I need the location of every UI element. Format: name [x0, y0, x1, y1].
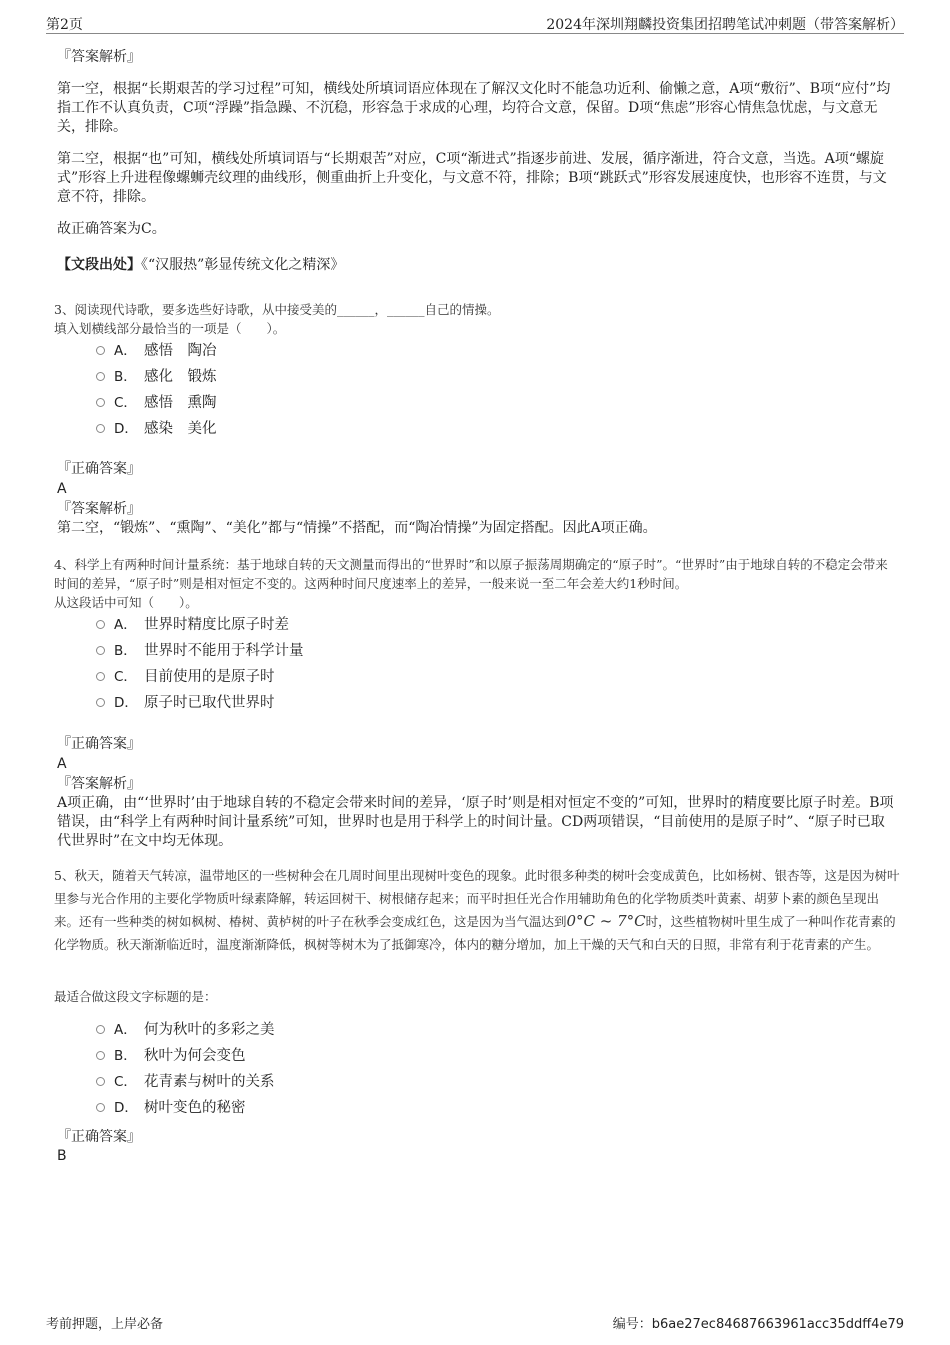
option-text: 花青素与树叶的关系	[144, 1074, 275, 1090]
q3-option-b[interactable]	[96, 367, 217, 387]
q4-instruction: 从这段话中可知（ ）。	[54, 595, 198, 610]
q4-answer: A	[57, 756, 67, 772]
q5-stem-part1: 5、秋天，随着天气转凉，温带地区的一些树种会在几周时间里出现树叶变色的现象。此时很多种类的树叶会变成黄色，比如杨树、银杏等，这是因为树叶里参与光合作用的主要化学物质叶绿素降解，转运回树干、树根储存起来；而平时担任光合作用辅助角色的化学物质类叶黄素、胡萝卜素的颜色呈现出来。还有一些种类的树如枫树、椿树、黄栌树的叶子在秋季会变成红色，这是因为当气温达到	[54, 868, 900, 929]
q3-stem: 3、阅读现代诗歌，要多选些好诗歌，从中接受美的______，______自己的情操。	[54, 302, 500, 317]
top-analysis-para1: 第一空，根据“长期艰苦的学习过程”可知，横线处所填词语应体现在了解汉文化时不能急功近利、偷懒之意，A项“敷衍”、B项“应付”均指工作不认真负责，C项“浮躁”指急躁、不沉稳，形容急于求成的心理，均符合文意，保留。D项“焦虑”形容心情焦急忧虑，与文意无关，排除。	[57, 81, 891, 135]
option-text: 感悟 熏陶	[144, 395, 217, 411]
page-number: 第2页	[46, 17, 83, 33]
q3-option-a[interactable]	[96, 341, 217, 361]
footer-code-label: 编号：	[612, 1317, 652, 1332]
source-text: 《“汉服热”彰显传统文化之精深》	[141, 257, 345, 273]
option-letter: A．	[114, 617, 137, 633]
footer-code	[613, 1313, 904, 1332]
q5-answer: B	[57, 1148, 67, 1164]
q3-answer-label: 『正确答案』	[57, 461, 141, 477]
option-text: 世界时不能用于科学计量	[144, 643, 304, 659]
radio-icon[interactable]	[96, 646, 105, 655]
footer-slogan: 考前押题，上岸必备	[46, 1317, 164, 1332]
radio-icon[interactable]	[96, 1025, 105, 1034]
option-letter: B．	[114, 643, 137, 659]
option-letter: C．	[114, 395, 137, 411]
radio-icon[interactable]	[96, 698, 105, 707]
option-text: 世界时精度比原子时差	[144, 617, 289, 633]
top-analysis-label: 『答案解析』	[57, 49, 141, 65]
document-title: 2024年深圳翔麟投资集团招聘笔试冲刺题（带答案解析）	[546, 17, 904, 33]
option-letter: D．	[114, 1100, 138, 1116]
option-text: 树叶变色的秘密	[144, 1100, 246, 1116]
option-letter: D．	[114, 695, 138, 711]
radio-icon[interactable]	[96, 346, 105, 355]
q5-stem-part2: 时，这些植物树叶里生成了一种叫作花青素的化学物质。秋天渐渐临近时，温度渐渐降低，枫树等树木为了抵御寒冷，体内的糖分增加，加上干燥的天气和白天的日照，非常有利于花青素的产生。	[54, 914, 896, 952]
radio-icon[interactable]	[96, 1103, 105, 1112]
q4-option-c[interactable]	[96, 667, 275, 687]
footer-code-value: b6ae27ec84687663961acc35ddff4e79	[651, 1317, 904, 1332]
source-line	[57, 256, 897, 275]
radio-icon[interactable]	[96, 1077, 105, 1086]
q3-analysis-label: 『答案解析』	[57, 501, 141, 517]
option-text: 感悟 陶冶	[144, 343, 217, 359]
radio-icon[interactable]	[96, 672, 105, 681]
q4-stem: 4、科学上有两种时间计量系统：基于地球自转的天文测量而得出的“世界时”和以原子振荡周期确定的“原子时”。“世界时”由于地球自转的不稳定会带来时间的差异，“原子时”则是相对恒定不变的。这两种时间尺度速率上的差异，一般来说一至二年会差大约1秒时间。	[54, 557, 888, 591]
option-text: 感染 美化	[144, 421, 217, 437]
option-letter: A．	[114, 343, 137, 359]
q4-option-b[interactable]	[96, 641, 304, 661]
q4-analysis: A项正确，由“‘世界时’由于地球自转的不稳定会带来时间的差异，‘原子时’则是相对恒定不变的”可知，世界时的精度要比原子时差。B项错误，由“科学上有两种时间计量系统”可知，世界时也是用于科学上的时间计量。CD两项错误，“目前使用的是原子时”、“原子时已取代世界时”在文中均无体现。	[57, 795, 894, 849]
option-text: 感化 锻炼	[144, 369, 217, 385]
q3-instruction: 填入划横线部分最恰当的一项是（ ）。	[54, 321, 286, 336]
q5-instruction: 最适合做这段文字标题的是：	[54, 989, 217, 1004]
q3-analysis: 第二空，“锻炼”、“熏陶”、“美化”都与“情操”不搭配，而“陶冶情操”为固定搭配。因此A项正确。	[57, 520, 657, 536]
option-letter: D．	[114, 421, 138, 437]
q3-option-d[interactable]	[96, 419, 217, 439]
header-divider	[46, 33, 904, 34]
q4-option-a[interactable]	[96, 615, 289, 635]
option-letter: C．	[114, 669, 137, 685]
option-text: 何为秋叶的多彩之美	[144, 1022, 275, 1038]
radio-icon[interactable]	[96, 372, 105, 381]
q5-option-b[interactable]	[96, 1046, 246, 1066]
option-text: 目前使用的是原子时	[144, 669, 275, 685]
q4-answer-label: 『正确答案』	[57, 736, 141, 752]
option-letter: C．	[114, 1074, 137, 1090]
radio-icon[interactable]	[96, 620, 105, 629]
temperature-formula: 0°C ~ 7°C	[566, 912, 646, 930]
top-analysis-para2: 第二空，根据“也”可知，横线处所填词语与“长期艰苦”对应，C项“渐进式”指逐步前进、发展，循序渐进，符合文意，当选。A项“螺旋式”形容上升进程像螺蛳壳纹理的曲线形，侧重曲折上升变化，与文意不符，排除；B项“跳跃式”形容发展速度快，也形容不连贯，与文意不符，排除。	[57, 151, 887, 205]
option-letter: A．	[114, 1022, 137, 1038]
q5-answer-label: 『正确答案』	[57, 1129, 141, 1145]
q5-option-d[interactable]	[96, 1098, 246, 1118]
radio-icon[interactable]	[96, 424, 105, 433]
top-conclusion: 故正确答案为C。	[57, 221, 166, 237]
source-label: 【文段出处】	[57, 257, 141, 273]
q4-analysis-label: 『答案解析』	[57, 776, 141, 792]
radio-icon[interactable]	[96, 398, 105, 407]
q3-option-c[interactable]	[96, 393, 217, 413]
q3-answer: A	[57, 481, 67, 497]
option-text: 原子时已取代世界时	[144, 695, 275, 711]
option-text: 秋叶为何会变色	[144, 1048, 246, 1064]
q5-option-a[interactable]	[96, 1020, 275, 1040]
q4-option-d[interactable]	[96, 693, 275, 713]
q5-option-c[interactable]	[96, 1072, 275, 1092]
radio-icon[interactable]	[96, 1051, 105, 1060]
q5-stem	[54, 864, 900, 956]
option-letter: B．	[114, 1048, 137, 1064]
option-letter: B．	[114, 369, 137, 385]
